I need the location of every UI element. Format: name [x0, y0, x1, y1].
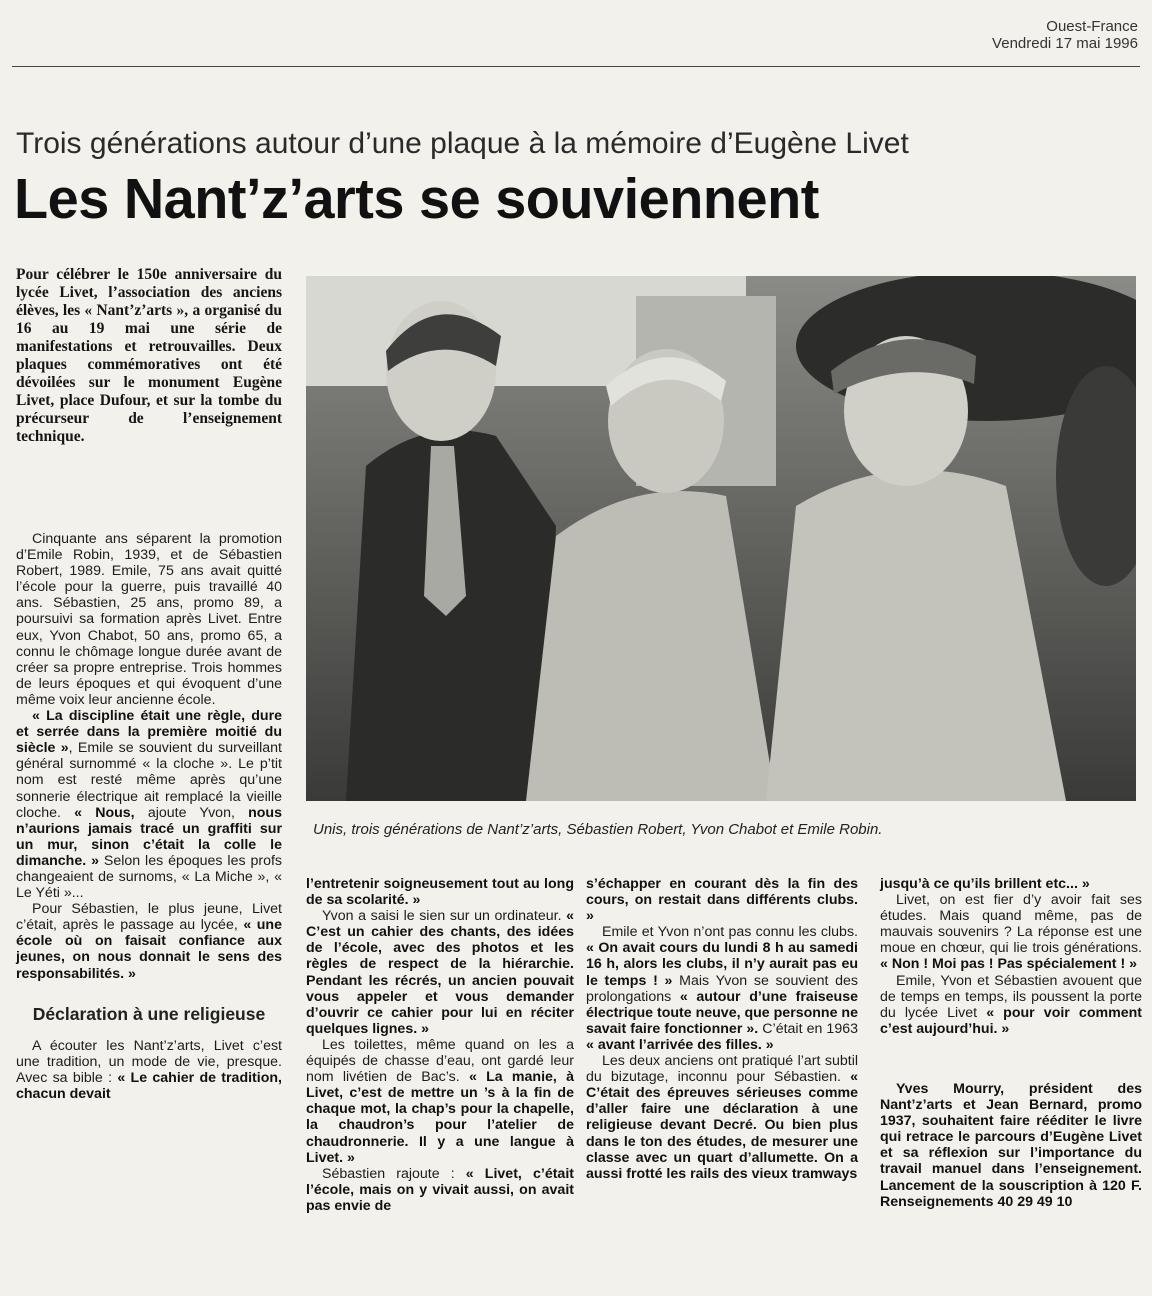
text-column-3 [586, 876, 858, 1182]
header-rule [12, 66, 1140, 67]
paragraph: s’échapper en courant dès la fin des cours, on restait dans différents clubs. » [586, 876, 858, 925]
paragraph: Cinquante ans séparent la promotion d’Emile Robin, 1939, et de Sébastien Robert, 1989. Emile, 75 ans avait quitté l’école pour la guerre, puis travaillé 40 ans. Sébastien, 25 ans, promo 89, a poursuivi sa formation après Livet. Entre eux, Yvon Chabot, 50 ans, promo 65, a connu le chômage longue durée avant de créer sa propre entreprise. Trois hommes de leurs époques et qui évoquent d’une même voix leur ancienne école. [16, 531, 282, 708]
paragraph: Pour Sébastien, le plus jeune, Livet c’était, après le passage au lycée, « une école où on faisait confiance aux jeunes, on nous donnait le sens des responsabilités. » [16, 901, 282, 982]
issue-date: Vendredi 17 mai 1996 [992, 35, 1138, 52]
paragraph: l’entretenir soigneusement tout au long de sa scolarité. » [306, 876, 574, 909]
paragraph: Emile, Yvon et Sébastien avouent que de temps en temps, ils poussent la porte du lycée Livet « pour voir comment c’est aujourd’hui. » [880, 972, 1142, 1037]
paragraph: Livet, on est fier d’y avoir fait ses études. Mais quand même, pas de mauvais souvenirs ? La réponse est une moue en chœur, qui lie trois générations. « Non ! Moi pas ! Pas spécialement ! » [880, 892, 1142, 973]
section-heading: Déclaration à une religieuse [32, 1003, 266, 1024]
text-column-2 [306, 876, 574, 1214]
masthead [992, 18, 1138, 52]
subscription-note: Yves Mourry, président des Nant’z’arts et Jean Bernard, promo 1937, souhaitent faire rééditer le livre qui retrace le parcours d’Eugène Livet et sa réflexion sur l’importance du travail manuel dans l’enseignement. Lancement de la souscription à 120 F. Renseignements 40 29 49 10 [880, 1080, 1142, 1210]
paragraph: A écouter les Nant’z’arts, Livet c’est une tradition, un mode de vie, presque. Avec sa bible : « Le cahier de tradition, chacun devait [16, 1037, 282, 1102]
newspaper-name: Ouest-France [1046, 18, 1138, 35]
article-headline: Les Nant’z’arts se souviennent [14, 167, 819, 231]
paragraph: Yvon a saisi le sien sur un ordinateur. « C’est un cahier des chants, des idées de l’école, avec des photos et les règles de respect de la hiérarchie. Pendant les récrés, un ancien pouvait vous appeler et vous demander d’ouvrir ce cahier pour lui en réciter quelques lignes. » [306, 908, 574, 1037]
article-lede: Pour célébrer le 150e anniversaire du lycée Livet, l’association des anciens élèves, les « Nant’z’arts », a organisé du 16 au 19 mai une série de manifestations et retrouvailles. Deux plaques commémoratives ont été dévoilées sur le monument Eugène Livet, place Dufour, et sur la tombe du précurseur de l’enseignement technique. [16, 266, 282, 445]
article-photo [306, 276, 1136, 801]
paragraph: « La discipline était une règle, dure et serrée dans la première moitié du siècle », Emile se souvient du surveillant général surnommé « la cloche ». Le p’tit nom est resté même après qu’une sonnerie électrique ait remplacé la vieille cloche. « Nous, ajoute Yvon, nous n’aurions jamais tracé un graffiti sur un mur, sinon c’était la colle le dimanche. » Selon les époques les profs changeaient de surnoms, « La Miche », « Le Yéti »... [16, 708, 283, 902]
paragraph: Les deux anciens ont pratiqué l’art subtil du bizutage, inconnu pour Sébastien. « C’était des épreuves sérieuses comme d’aller faire une déclaration à une religieuse devant Decré. Ou bien plus dans le ton des études, de mesurer une classe avec un quart d’allumette. On a aussi frotté les rails des vieux tramways [586, 1053, 858, 1182]
article-subhead: Trois générations autour d’une plaque à la mémoire d’Eugène Livet [16, 127, 909, 160]
paragraph: jusqu’à ce qu’ils brillent etc... » [880, 876, 1090, 892]
paragraph: Emile et Yvon n’ont pas connu les clubs. « On avait cours du lundi 8 h au samedi 16 h, alors les clubs, il n’y aurait pas eu le temps ! » Mais Yvon se souvient des prolongations « autour d’une fraiseuse électrique toute neuve, que personne ne savait faire fonctionner ». C’était en 1963 « avant l’arrivée des filles. » [586, 924, 859, 1053]
paragraph: Sébastien rajoute : « Livet, c’était l’école, mais on y vivait aussi, on avait pas envie de [306, 1165, 574, 1214]
paragraph: Les toilettes, même quand on les a équipés de chasse d’eau, ont gardé leur nom livétien de Bac’s. « La manie, à Livet, c’est de mettre un ’s à la fin de chaque mot, la chap’s pour la chapelle, la chaudron’s pour l’atelier de chaudronnerie. Il y a une langue à Livet. » [306, 1036, 574, 1166]
text-column-4 [880, 876, 1142, 1210]
text-column-1 [16, 531, 282, 1102]
photo-illustration [306, 276, 1136, 801]
photo-caption: Unis, trois générations de Nant’z’arts, Sébastien Robert, Yvon Chabot et Emile Robin. [313, 821, 883, 838]
